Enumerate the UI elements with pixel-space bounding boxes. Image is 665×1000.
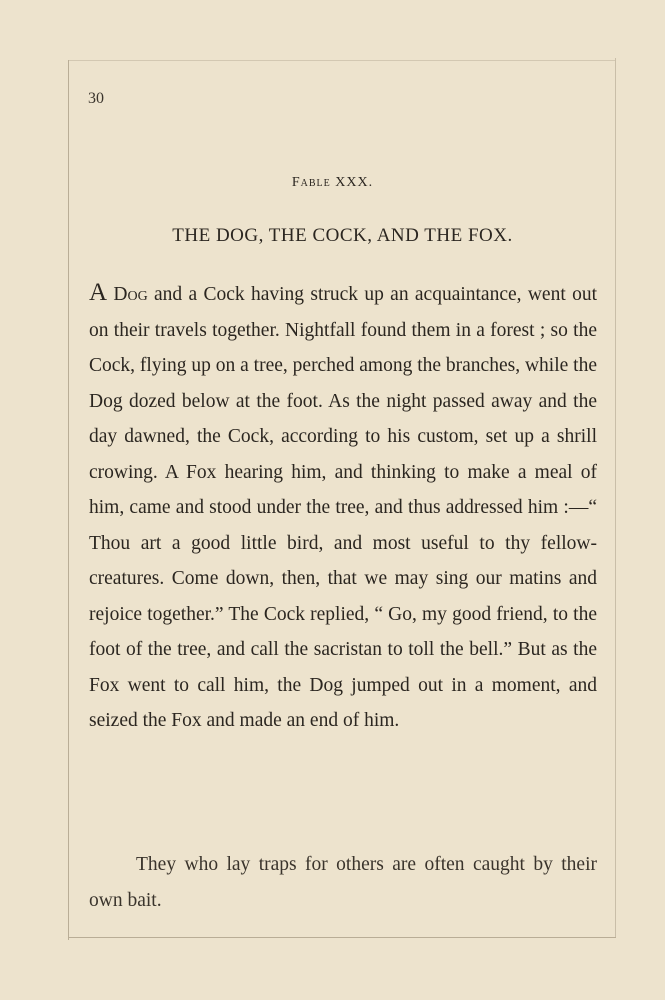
lead-word: Dog bbox=[113, 284, 148, 305]
fable-title: THE DOG, THE COCK, AND THE FOX. bbox=[172, 225, 513, 246]
fable-number: Fable XXX. bbox=[291, 175, 374, 190]
fable-body bbox=[89, 275, 597, 739]
fable-moral: They who lay traps for others are often caught by their own bait. bbox=[89, 854, 597, 911]
page-border-bottom bbox=[68, 937, 616, 938]
fable-body-text: and a Cock having struck up an acquaintance, went out on their travels together. Nightfall found them in a forest ; so the Cock, flying up on a tree, perched among the branches, while the Dog dozed below at the foot. As the night passed away and the day dawned, the Cock, according to his custom, set up a shrill crowing. A Fox hearing him, and thinking to make a meal of him, came and stood under the tree, and thus addressed him :—“ Thou art a good little bird, and most useful to thy fellow-creatures. Come down, then, that we may sing our matins and rejoice together.” The Cock replied, “ Go, my good friend, to the foot of the tree, and call the sacristan to toll the bell.” But as the Fox went to call him, the Dog jumped out in a moment, and seized the Fox and made an end of him. bbox=[89, 284, 597, 731]
page-border-top bbox=[68, 60, 616, 61]
page-border-left bbox=[68, 60, 69, 940]
page-number: 30 bbox=[88, 90, 104, 107]
drop-cap: A bbox=[89, 279, 108, 306]
